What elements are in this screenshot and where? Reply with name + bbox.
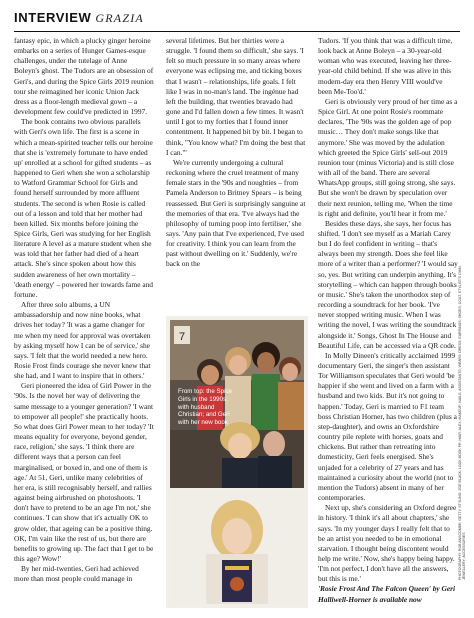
photo-book <box>170 492 304 604</box>
paragraph: Next up, she's considering an Oxford degree in history. 'I think it's all about chapters,' she says. 'In my younger days I really felt that to be an artist you needed to be in emotional starvation. I thought being discontent would help me write.' Now, she's happy being happy. 'I'm not perfect, I don't have all the answers, but this is me.' <box>318 503 457 584</box>
paragraph: In Molly Dineen's critically acclaimed 1999 documentary Geri, the singer's then assistant Tor Williamson speculates that Geri would 'be happier if she went and lived on a farm with a husband and two kids. But it's not going to happen.' Today, Geri is married to F1 team boss Christian Horner, has two children (plus a step-daughter), and owns an Oxfordshire country pile replete with horses, goats and chickens. But rather than retreating into domesticity, Geri feels energised. She's unjaded for a celebrity of 27 years and has maintained a curiosity about the world (not to mention the Tudors) absent in many of her contemporaries. <box>318 350 457 503</box>
paragraph: We're currently undergoing a cultural reckoning where the cruel treatment of many female stars in the '90s and noughties – from Pamela Anderson to Britney Spears – is being reassessed. But Geri is surprisingly sanguine at the memories of that era. 'I've always had the philosophy of turning poop into fertiliser,' she says. 'Any pain that I've experienced, I've used for creativity. I think you can learn from the past without dwelling on it.' Suddenly, we're back on the <box>166 157 306 269</box>
article-column-3 <box>318 36 458 605</box>
paragraph: several lifetimes. But her thirties were a struggle. 'I found them so difficult,' she says. 'I felt so much pressure in so many areas where everyone was eclipsing me, and ticking boxes that I wasn't – relationships, life goals. I felt like I was in no-man's land. The ingénue had left the building, that twenties bravado had gone and I'd fallen down a few times. It wasn't until I got to my forties that I found inner contentment. It happened bit by bit. I began to think, "You know what? I'm doing the best that I can."' <box>166 36 306 157</box>
paragraph: After three solo albums, a UN ambassadorship and now nine books, what drives her today? 'It was a game changer for me when my need for approval was overtaken by asking myself how I can be of service,' she says. 'I felt that the world needed a new hero. Rosie Frost finds courage she never knew that she had, and I want to inspire that in others.' <box>14 300 151 381</box>
photo-book-illustration <box>170 492 304 604</box>
paragraph: Geri is obviously very proud of her time as a Spice Girl. At one point Rosie's roommate declares, 'The '90s was the golden age of pop music… They don't make songs like that anymore.' She was moved by the adulation which greeted the Spice Girls' sell-out 2019 reunion tour (minus Victoria) and is still close with all of the band. There are several WhatsApp groups, still going strong, she says. But she won't be drawn by speculation over their next reunion, telling me, 'When the time is right and definite, you'll hear it from me.' <box>318 96 458 218</box>
book-credit: 'Rosie Frost And The Falcon Queen' by Geri Halliwell-Horner is available now <box>318 584 456 604</box>
paragraph: Tudors. 'If you think that was a difficult time, look back at Anne Boleyn – a 30-year-old woman who was executed, leaving her three-year-old child behind. If she was alive in this modern-day era then Henry VIII would've been Me-Too'd.' <box>318 36 453 96</box>
article-column-1 <box>14 36 154 584</box>
header-rule <box>14 31 460 32</box>
paragraph: Geri pioneered the idea of Girl Power in the '90s. Is the novel her way of delivering the same message to a younger generation? 'I want to empower all people!' she practically hoots. So what does Girl Power mean to her today? 'It means equality for everyone, beyond gender, race, religion,' she says. 'I think there are different ways that a person can feel marginalised, or boxed in, and one of them is age.' At 51, Geri, unlike many celebrities of her era, is still recognisably herself, and rallies against being airbrushed on photoshoots. 'I don't have to pretend to be an age I'm not,' she continues. 'I can show that it's actually OK to grow older, that ageing can be a positive thing. OK, I'm vain like the rest of us, but there are benefits to growing up. The fact that I get to be this age? Wow!' <box>14 381 154 563</box>
section-label: INTERVIEW <box>14 10 92 25</box>
paragraph: By her mid-twenties, Geri had achieved more than most people could manage in <box>14 564 139 584</box>
photo-number: 7 <box>178 331 186 343</box>
paragraph: fantasy epic, in which a plucky ginger heroine embarks on a series of Hunger Games-esque challenges, under the tutelage of Anne Boleyn's ghost. The Tudors are an obsession of Geri's, and during the Spice Girls 2019 reunion tour she reimagined her iconic Union Jack dress as a floor-length medieval gown – a development few could've predicted in 1997. <box>14 36 154 117</box>
paragraph: Besides these days, she says, her focus has shifted. 'I don't see myself as a Mariah Carey but I do feel confident in writing – that's always been my strength. Does she feel like more of a writer than a performer? 'I would say so, yes. But writing can underpin anything. It's storytelling – which can happen through books or music.' She's taken the unorthodox step of recording a soundtrack for her book. 'I've never stopped writing music. When I was writing the novel, I was writing the soundtrack alongside it.' Songs, Ghost In The House and Beautiful Life, can be accessed via a QR code. <box>318 218 458 350</box>
page-header <box>14 10 144 30</box>
publication-label: GRAZIA <box>95 11 144 25</box>
paragraph: The book contains two obvious parallels with Geri's own life. The first is a scene in which a mean-spirited teacher tells our heroine that she is 'extremely fortunate to have ended up' enrolled at a school for gifted students – as happened to Geri when she won a scholarship to Watford Grammar School for Girls and found herself surrounded by more affluent students. The second is when Rosie is called out of a lesson and told that her mother had been killed. Six months before joining the Spice Girls, Geri was studying for her English literature A level as a mature student when she was told that her father had died of a heart attack. She's since spoken about how this sudden awareness of her own mortality – 'death energy' – powered her towards fame and fortune. <box>14 117 153 299</box>
article-column-2 <box>166 36 306 270</box>
photo-caption: From top: the Spice Girls in the 1990s; with husband Christian; and Geri with her new book <box>178 388 232 427</box>
photo-credits-vertical: PHOTOGRAPHY: ROB ANSCOMBE; GETTY. STYLING: ZOE BLACK; LOOK BOOK PR; HAIR: ALEX; MAKEUP; NAILS; ASSISTANTS; WEARS: DRESS; EARRINGS; SHOES; COAT; STYLIST'S OWN; JEWELLERY; ACCESSORIES <box>458 265 467 580</box>
